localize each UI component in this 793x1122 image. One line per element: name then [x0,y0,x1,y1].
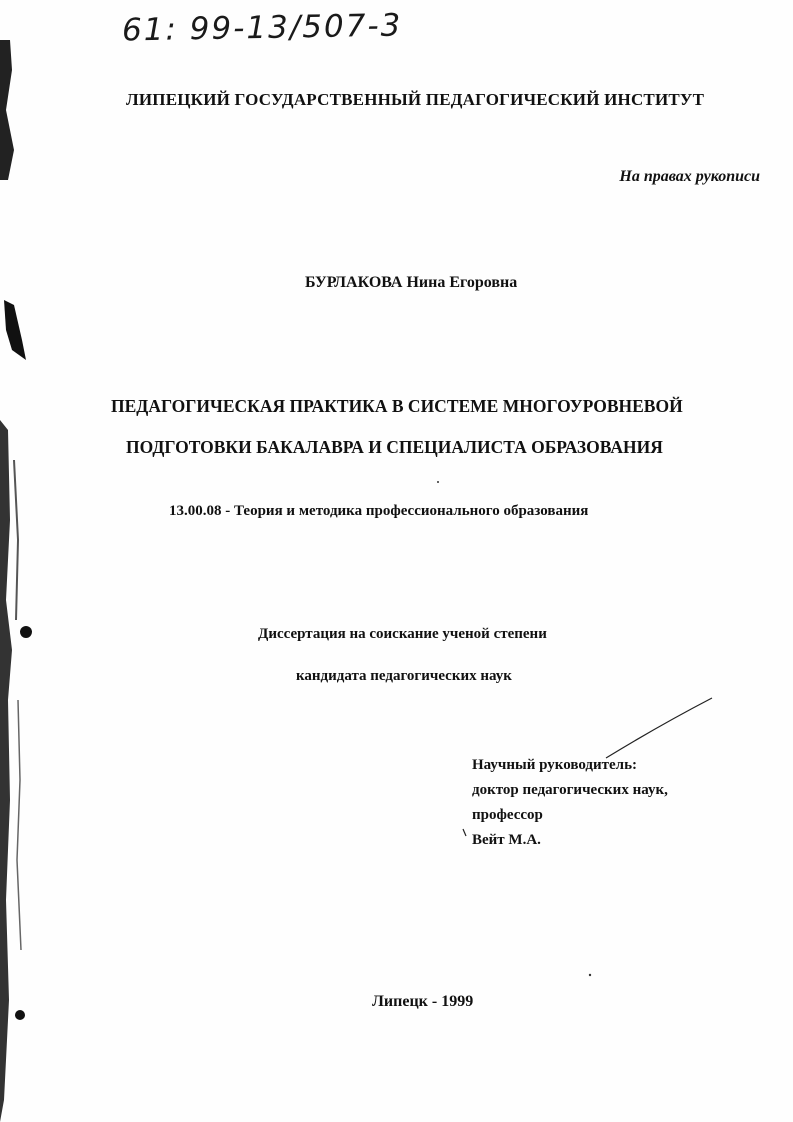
supervisor-rank: профессор [472,807,543,823]
author-name: БУРЛАКОВА Нина Егоровна [305,274,518,291]
supervisor-name: Вейт М.А. [472,832,541,848]
degree-statement-line-1: Диссертация на соискание ученой степени [258,626,547,642]
manuscript-rights-note: На правах рукописи [619,168,760,185]
supervisor-heading: Научный руководитель: [472,757,637,773]
scan-edge-marks [0,0,40,1122]
institute-name: ЛИПЕЦКИЙ ГОСУДАРСТВЕННЫЙ ПЕДАГОГИЧЕСКИЙ ИНСТИТУТ [126,90,705,109]
catalog-number-handwritten: 61: 99-13/507-3 [121,7,403,49]
city-and-year: Липецк - 1999 [372,993,474,1010]
supervisor-degree: доктор педагогических наук, [472,782,668,798]
specialty-code: 13.00.08 - Теория и методика профессионального образования [169,503,589,519]
dissertation-title-line-1: ПЕДАГОГИЧЕСКАЯ ПРАКТИКА В СИСТЕМЕ МНОГОУРОВНЕВОЙ [111,396,683,416]
supervisor-block [472,753,668,853]
dissertation-title-line-2: ПОДГОТОВКИ БАКАЛАВРА И СПЕЦИАЛИСТА ОБРАЗОВАНИЯ [126,437,663,457]
degree-statement-line-2: кандидата педагогических наук [296,668,512,684]
